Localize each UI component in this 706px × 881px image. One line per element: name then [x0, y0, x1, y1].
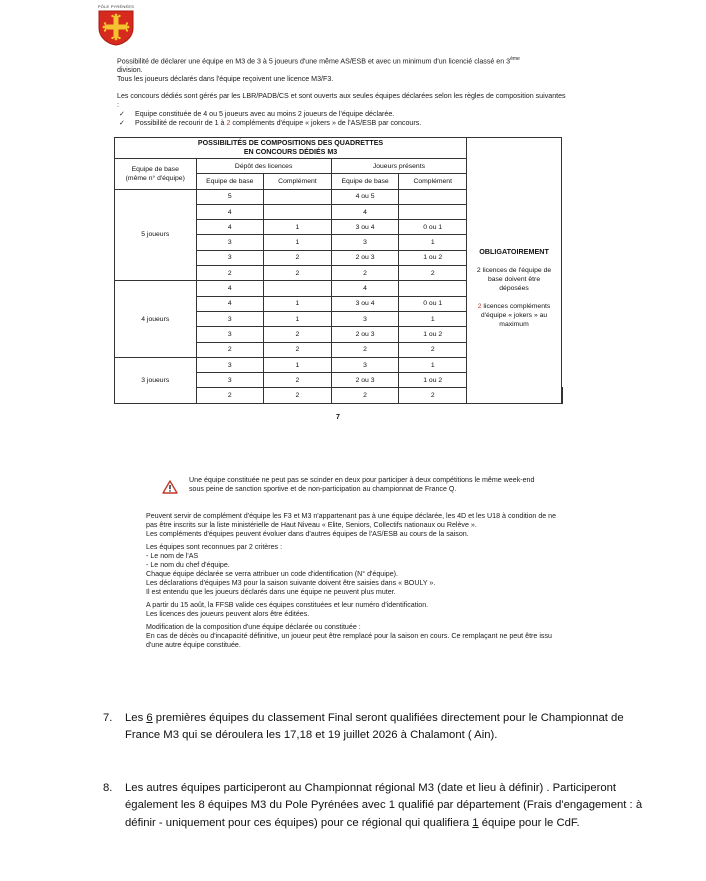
quadrettes-composition-table [114, 137, 563, 404]
warning-triangle-icon [162, 480, 178, 494]
table-cell: 1 ou 2 [399, 373, 467, 388]
body-p2d-text: Chaque équipe déclarée se verra attribuer un code d'identification (N° d'équipe). [146, 570, 399, 578]
table-title-line-2: EN CONCOURS DÉDIÉS M3 [243, 148, 338, 156]
table-cell: 3 [196, 327, 264, 342]
table-cell: 2 [331, 388, 399, 403]
table-header-row [115, 159, 563, 174]
list-number: 7. [103, 712, 113, 724]
table-cell [399, 189, 467, 204]
body-p2f-text: Il est entendu que les joueurs déclarés dans une équipe ne peuvent plus muter. [146, 588, 396, 596]
table-cell: 3 ou 4 [331, 296, 399, 311]
table-cell: 2 [196, 266, 264, 281]
body-p4a-text: Modification de la composition d'une équipe déclarée ou constituée : [146, 623, 361, 631]
table-cell: 2 [264, 373, 332, 388]
table-cell: 3 [331, 357, 399, 372]
table-cell: 1 [399, 311, 467, 326]
table-cell: 3 [196, 250, 264, 265]
table-cell: 2 [264, 250, 332, 265]
item8-underlined: 1 [472, 816, 479, 829]
intro-superscript: ème [510, 56, 520, 62]
body-p1-text: Peuvent servir de complément d'équipe les F3 et M3 n'appartenant pas à une équipe déclarée, les 4D et les U18 à condition de ne pas être inscrits sur la liste ministérielle de Haut Niveau « Elite, Seniors, Collectifs nationaux ou Relève ». [146, 512, 557, 529]
group-label-5-joueurs: 5 joueurs [115, 189, 197, 281]
group-label-4-joueurs: 4 joueurs [115, 281, 197, 357]
table-cell [264, 281, 332, 296]
rule-check-2-text-b: compléments d'équipe « jokers » de l'AS/ESB par concours. [230, 119, 422, 127]
table-cell: 5 [196, 189, 264, 204]
body-p2a-text: Les équipes sont reconnues par 2 critères : [146, 543, 283, 551]
table-cell: 1 ou 2 [399, 327, 467, 342]
intro-paragraph [117, 55, 567, 84]
body-p2c-text: - Le nom du chef d'équipe. [146, 561, 230, 569]
table-cell [399, 281, 467, 296]
table-cell: 1 [264, 235, 332, 250]
header-equipe-base-line-1: Equipe de base [131, 165, 179, 173]
body-paragraph-4 [146, 623, 566, 650]
table-cell [399, 204, 467, 219]
note-title: OBLIGATOIREMENT [479, 247, 549, 257]
table-cell: 2 ou 3 [331, 327, 399, 342]
logo-text: PÔLE PYRÉNÉES [97, 4, 135, 9]
subheader-equipe-base: Equipe de base [196, 174, 264, 189]
rule-check-1 [117, 110, 567, 119]
note-line-2-red: 2 [477, 303, 482, 311]
check-icon: ✓ [119, 111, 125, 118]
table-cell: 2 [264, 266, 332, 281]
table-cell: 0 ou 1 [399, 220, 467, 235]
table-cell: 2 [399, 388, 467, 403]
item8-text-a: Les autres équipes participeront au Championnat régional M3 (date et lieu à définir) . Participeront également les 8 équipes M3 du Pole Pyrénées avec 1 qualifié par département (Frais d'engagement : à définir - uniquement pour ces équipes) pour ce régional qui qualifiera [125, 782, 643, 829]
table-cell: 3 [331, 235, 399, 250]
table-cell: 4 [196, 296, 264, 311]
body-p2b-text: - Le nom de l'AS [146, 552, 199, 560]
table-cell: 3 [196, 311, 264, 326]
rule-check-1-text: Equipe constituée de 4 ou 5 joueurs avec au moins 2 joueurs de l'équipe déclarée. [135, 110, 395, 118]
rule-check-2-red: 2 [226, 119, 231, 127]
warning-line-1: Une équipe constituée ne peut pas se scinder en deux pour participer à deux compétitions le même week-end [189, 476, 535, 484]
table-cell: 2 [331, 266, 399, 281]
table-cell: 2 ou 3 [331, 250, 399, 265]
subheader-complement: Complément [264, 174, 332, 189]
subheader-equipe-base-2: Equipe de base [331, 174, 399, 189]
list-item-text [125, 710, 655, 745]
table-cell: 1 [399, 357, 467, 372]
body-p1b-text: Les compléments d'équipes peuvent évoluer dans d'autres équipes de l'AS/ESB au cours de la saison. [146, 530, 469, 538]
rule-check-2-text-a: Possibilité de recourir de 1 à [135, 119, 227, 127]
item7-underlined: 6 [146, 712, 153, 724]
warning-text [189, 476, 569, 494]
rule-check-2 [117, 119, 567, 128]
table-title-line-1: POSSIBILITÉS DE COMPOSITIONS DES QUADRETTES [197, 139, 384, 147]
table-cell: 0 ou 1 [399, 296, 467, 311]
occitan-cross-shield-icon [97, 10, 135, 46]
table-cell: 2 [399, 266, 467, 281]
subheader-complement-2: Complément [399, 174, 467, 189]
header-spacer [467, 159, 562, 174]
header-depot-licences: Dépôt des licences [196, 159, 331, 174]
list-item-text [125, 780, 655, 832]
rules-line-1: Les concours dédiés sont gérés par les LBR/PADB/CS et sont ouverts aux seules équipes déclarées selon les règles de composition suivantes : [117, 92, 566, 109]
table-cell: 2 [264, 327, 332, 342]
table-cell [264, 189, 332, 204]
note-line-2-text: licences compléments d'équipe « jokers » au maximum [480, 303, 551, 329]
header-equipe-base [115, 159, 197, 190]
table-cell: 4 ou 5 [331, 189, 399, 204]
table-title [115, 138, 467, 159]
note-line-2 [473, 302, 555, 329]
body-p3a-text: A partir du 15 août, la FFSB valide ces équipes constituées et leur numéro d'identification. [146, 601, 429, 609]
rules-body [146, 512, 566, 654]
table-cell: 1 [264, 357, 332, 372]
table-title-row [115, 138, 563, 159]
table-cell: 4 [331, 204, 399, 219]
header-equipe-base-line-2: (même n° d'équipe) [125, 174, 185, 182]
intro-line-3: Tous les joueurs déclarés dans l'équipe reçoivent une licence M3/F3. [117, 75, 334, 84]
body-paragraph-3 [146, 601, 566, 619]
table-cell: 2 [196, 342, 264, 357]
table-cell: 3 [196, 357, 264, 372]
composition-rules [117, 92, 567, 128]
list-number: 8. [103, 782, 113, 794]
table-cell: 2 [264, 388, 332, 403]
intro-line-2: division. [117, 66, 143, 75]
body-paragraph-1 [146, 512, 566, 539]
table-cell: 4 [196, 204, 264, 219]
table-cell: 2 [196, 388, 264, 403]
obligatoirement-note [467, 174, 562, 403]
table-cell: 4 [331, 281, 399, 296]
group-label-3-joueurs: 3 joueurs [115, 357, 197, 403]
table-cell [264, 204, 332, 219]
body-p4b-text: En cas de décès ou d'incapacité définitive, un joueur peut être remplacé pour la saison en cours. Ce remplaçant ne peut être issu d'une autre équipe constituée. [146, 632, 552, 649]
table-cell: 1 [399, 235, 467, 250]
table-cell: 3 [196, 373, 264, 388]
table-title-spacer [467, 138, 562, 159]
table-cell: 4 [196, 220, 264, 235]
table-cell: 3 [331, 311, 399, 326]
item8-text-b: équipe pour le CdF. [478, 816, 580, 829]
page-number: 7 [336, 414, 340, 421]
table-cell: 1 [264, 296, 332, 311]
table-cell: 2 [331, 342, 399, 357]
pole-pyrenees-logo [97, 4, 135, 46]
body-p2e-text: Les déclarations d'équipes M3 pour la saison suivante doivent être saisies dans « BOULY ». [146, 579, 436, 587]
table-cell: 1 [264, 311, 332, 326]
table-cell: 3 [196, 235, 264, 250]
header-joueurs-presents: Joueurs présents [331, 159, 466, 174]
table-cell: 2 [264, 342, 332, 357]
table-cell-note-end [562, 388, 563, 403]
table-cell: 2 ou 3 [331, 373, 399, 388]
body-paragraph-2 [146, 543, 566, 597]
table-cell: 1 [264, 220, 332, 235]
check-icon: ✓ [119, 120, 125, 127]
item7-text-a: Les [125, 712, 147, 724]
note-line-1: 2 licences de l'équipe de base doivent être déposées [476, 267, 552, 293]
table-cell: 4 [196, 281, 264, 296]
intro-line-1: Possibilité de déclarer une équipe en M3 de 3 à 5 joueurs d'une même AS/ESB et avec un minimum d'un licencié classé en 3 [117, 57, 511, 66]
body-p3b-text: Les licences des joueurs peuvent alors être éditées. [146, 610, 310, 618]
warning-line-2: sous peine de sanction sportive et de non-participation au championnat de France Q. [189, 485, 457, 493]
table-cell: 3 ou 4 [331, 220, 399, 235]
table-cell: 2 [399, 342, 467, 357]
item7-text-b: premières équipes du classement Final seront qualifiées directement pour le Championnat de France M3 qui se déroulera les 17,18 et 19 juillet 2026 à Chalamont ( Ain). [125, 712, 624, 742]
table-cell: 1 ou 2 [399, 250, 467, 265]
